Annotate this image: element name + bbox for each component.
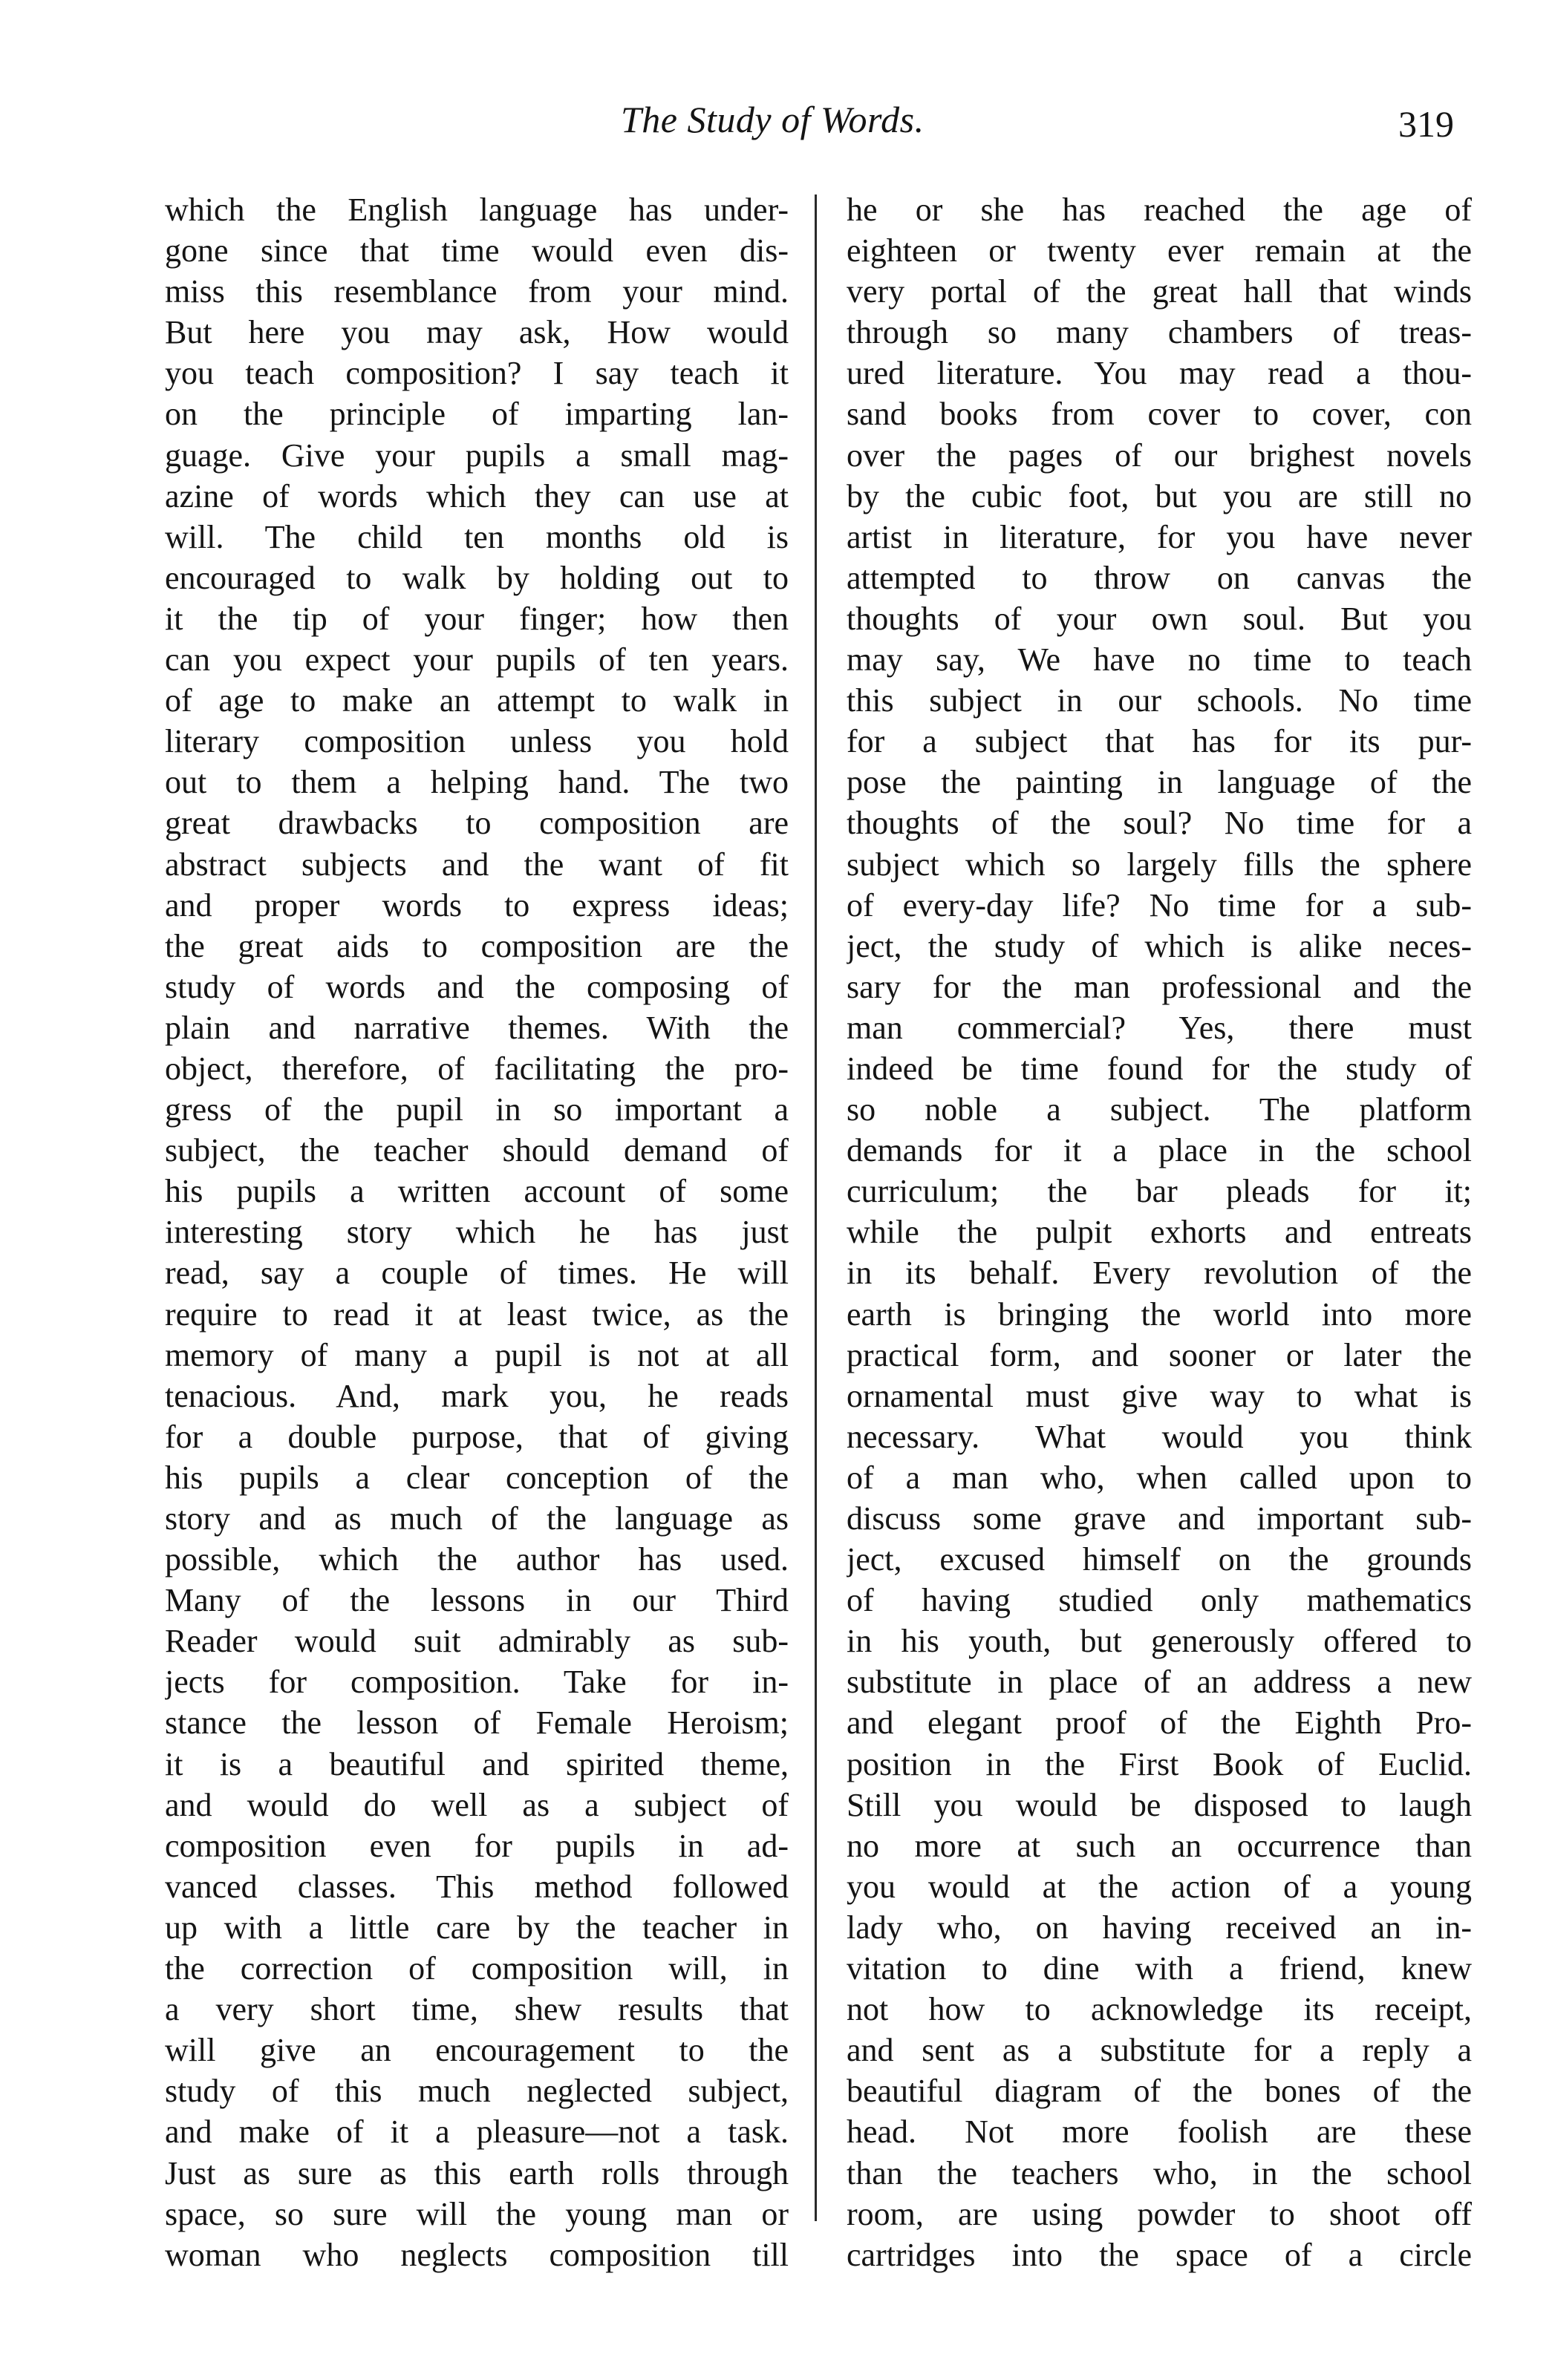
column-divider — [815, 194, 817, 2221]
text-line: discuss some grave and important sub- — [847, 1500, 1472, 1537]
text-line: azine of words which they can use at — [165, 477, 789, 514]
text-line: can you expect your pupils of ten years. — [165, 641, 789, 679]
text-line: pose the painting in language of the — [847, 764, 1472, 801]
text-line: will give an encouragement to the — [165, 2032, 789, 2069]
text-line: will. The child ten months old is — [165, 518, 789, 555]
text-line: read, say a couple of times. He will — [165, 1255, 789, 1292]
text-line: object, therefore, of facilitating the pro- — [165, 1050, 789, 1087]
text-line: subject which so largely fills the sphere — [847, 846, 1472, 883]
text-line: and elegant proof of the Eighth Pro- — [847, 1704, 1472, 1742]
text-line: it is a beautiful and spirited theme, — [165, 1745, 789, 1782]
text-line: demands for it a place in the school — [847, 1132, 1472, 1169]
text-line: no more at such an occurrence than — [847, 1827, 1472, 1864]
text-line: very portal of the great hall that winds — [847, 273, 1472, 310]
text-line: room, are using powder to shoot off — [847, 2195, 1472, 2232]
text-line: vanced classes. This method followed — [165, 1868, 789, 1905]
text-line: not how to acknowledge its receipt, — [847, 1991, 1472, 2028]
text-line: stance the lesson of Female Heroism; — [165, 1704, 789, 1742]
text-line: subject, the teacher should demand of — [165, 1132, 789, 1169]
text-line: for a double purpose, that of giving — [165, 1418, 789, 1455]
running-title: The Study of Words. — [621, 99, 925, 140]
text-line: composition even for pupils in ad- — [165, 1827, 789, 1864]
text-line: in its behalf. Every revolution of the — [847, 1255, 1472, 1292]
text-line: of a man who, when called upon to — [847, 1459, 1472, 1496]
text-line: this subject in our schools. No time — [847, 682, 1472, 719]
text-line: Reader would suit admirably as sub- — [165, 1623, 789, 1660]
text-line: But here you may ask, How would — [165, 314, 789, 351]
left-text-column — [165, 189, 789, 2275]
text-line: over the pages of our brighest novels — [847, 437, 1472, 474]
text-line: up with a little care by the teacher in — [165, 1909, 789, 1946]
text-line: ject, the study of which is alike neces- — [847, 927, 1472, 964]
text-line: by the cubic foot, but you are still no — [847, 477, 1472, 514]
text-line: and would do well as a subject of — [165, 1786, 789, 1823]
text-line: earth is bringing the world into more — [847, 1295, 1472, 1333]
text-line: it the tip of your finger; how then — [165, 600, 789, 637]
text-line: abstract subjects and the want of fit — [165, 846, 789, 883]
text-line: man commercial? Yes, there must — [847, 1009, 1472, 1046]
text-line: gress of the pupil in so important a — [165, 1091, 789, 1128]
text-line: may say, We have no time to teach — [847, 641, 1472, 679]
text-line: and sent as a substitute for a reply a — [847, 2032, 1472, 2069]
text-line: literary composition unless you hold — [165, 723, 789, 760]
text-line: lady who, on having received an in- — [847, 1909, 1472, 1946]
text-line: story and as much of the language as — [165, 1500, 789, 1537]
text-line: ured literature. You may read a thou- — [847, 355, 1472, 392]
text-line: the great aids to composition are the — [165, 927, 789, 964]
text-line: require to read it at least twice, as the — [165, 1295, 789, 1333]
text-line: the correction of composition will, in — [165, 1950, 789, 1987]
text-line: substitute in place of an address a new — [847, 1664, 1472, 1701]
text-line: plain and narrative themes. With the — [165, 1009, 789, 1046]
text-line: he or she has reached the age of — [847, 192, 1472, 228]
text-line: jects for composition. Take for in- — [165, 1664, 789, 1701]
text-line: indeed be time found for the study of — [847, 1050, 1472, 1087]
text-line: curriculum; the bar pleads for it; — [847, 1173, 1472, 1210]
page-number: 319 — [1398, 103, 1454, 145]
text-line: while the pulpit exhorts and entreats — [847, 1214, 1472, 1251]
right-text-column — [847, 189, 1472, 2275]
text-line: miss this resemblance from your mind. — [165, 273, 789, 310]
text-line: encouraged to walk by holding out to — [165, 559, 789, 596]
text-line: Many of the lessons in our Third — [165, 1582, 789, 1619]
text-line: thoughts of the soul? No time for a — [847, 805, 1472, 842]
text-line: study of words and the composing of — [165, 968, 789, 1005]
text-line: interesting story which he has just — [165, 1214, 789, 1251]
text-line: space, so sure will the young man or — [165, 2195, 789, 2232]
text-line: memory of many a pupil is not at all — [165, 1336, 789, 1373]
text-line: than the teachers who, in the school — [847, 2154, 1472, 2191]
text-line: practical form, and sooner or later the — [847, 1336, 1472, 1373]
text-line: sary for the man professional and the — [847, 968, 1472, 1005]
text-line: attempted to throw on canvas the — [847, 559, 1472, 596]
text-line: gone since that time would even dis- — [165, 232, 789, 269]
text-line: you would at the action of a young — [847, 1868, 1472, 1905]
text-line: head. Not more foolish are these — [847, 2113, 1472, 2151]
text-line: of having studied only mathematics — [847, 1582, 1472, 1619]
text-line: vitation to dine with a friend, knew — [847, 1950, 1472, 1987]
text-line: ject, excused himself on the grounds — [847, 1541, 1472, 1578]
text-line: and proper words to express ideas; — [165, 886, 789, 923]
text-line: Still you would be disposed to laugh — [847, 1786, 1472, 1823]
text-line: Just as sure as this earth rolls through — [165, 2154, 789, 2191]
text-line: you teach composition? I say teach it — [165, 355, 789, 392]
text-line: position in the First Book of Euclid. — [847, 1745, 1472, 1782]
text-line: tenacious. And, mark you, he reads — [165, 1377, 789, 1414]
text-line: out to them a helping hand. The two — [165, 764, 789, 801]
text-line: study of this much neglected subject, — [165, 2073, 789, 2110]
text-line: in his youth, but generously offered to — [847, 1623, 1472, 1660]
text-line: his pupils a written account of some — [165, 1173, 789, 1210]
text-line: and make of it a pleasure—not a task. — [165, 2113, 789, 2151]
text-line: cartridges into the space of a circle — [847, 2236, 1472, 2273]
text-line: on the principle of imparting lan- — [165, 396, 789, 433]
text-line: ornamental must give way to what is — [847, 1377, 1472, 1414]
text-line: of age to make an attempt to walk in — [165, 682, 789, 719]
text-line: his pupils a clear conception of the — [165, 1459, 789, 1496]
text-line: thoughts of your own soul. But you — [847, 600, 1472, 637]
text-line: necessary. What would you think — [847, 1418, 1472, 1455]
text-line: beautiful diagram of the bones of the — [847, 2073, 1472, 2110]
text-line: guage. Give your pupils a small mag- — [165, 437, 789, 474]
text-line: artist in literature, for you have never — [847, 518, 1472, 555]
text-line: possible, which the author has used. — [165, 1541, 789, 1578]
text-line: so noble a subject. The platform — [847, 1091, 1472, 1128]
text-line: a very short time, shew results that — [165, 1991, 789, 2028]
text-line: for a subject that has for its pur- — [847, 723, 1472, 760]
text-line: sand books from cover to cover, con — [847, 396, 1472, 433]
text-line: of every-day life? No time for a sub- — [847, 886, 1472, 923]
text-line: which the English language has under- — [165, 192, 789, 228]
text-line: great drawbacks to composition are — [165, 805, 789, 842]
text-line: through so many chambers of treas- — [847, 314, 1472, 351]
text-line: woman who neglects composition till — [165, 2236, 789, 2273]
text-line: eighteen or twenty ever remain at the — [847, 232, 1472, 269]
